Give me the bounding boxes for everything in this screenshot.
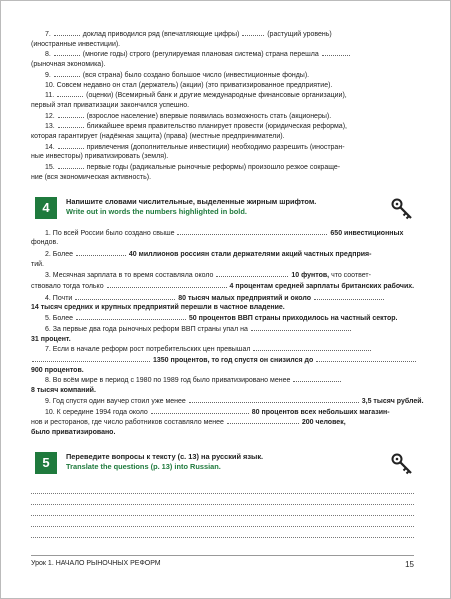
list-item: 5. Более 50 процентов ВВП страны приходилось на частный сектор. bbox=[45, 315, 398, 323]
exercise-number: 5 bbox=[35, 452, 57, 474]
list-item: фондов. bbox=[31, 239, 59, 247]
list-item: 10. К середине 1994 года около 80 процентов всех небольших магазин- bbox=[45, 408, 390, 416]
list-item: 7. Если в начале реформ рост потребительских цен превышал bbox=[31, 344, 414, 355]
list-item: тий. bbox=[31, 260, 44, 268]
list-item: было приватизировано. bbox=[31, 428, 116, 436]
list-item: 14 тысяч средних и крупных предприятий перешли в частное владение. bbox=[31, 304, 285, 312]
list-item: ные инвесторы) приватизировать (земля). bbox=[31, 153, 169, 161]
list-item: 2. Более 40 миллионов россиян стали держателями акций частных предприя- bbox=[45, 250, 372, 258]
answer-line[interactable] bbox=[31, 494, 414, 505]
list-item: 1350 процентов, то год спустя он снизился до bbox=[31, 355, 414, 366]
footer-lesson-title: Урок 1. НАЧАЛО РЫНОЧНЫХ РЕФОРМ bbox=[31, 560, 161, 567]
list-item: 12. (взрослое население) впервые появилась возможность стать (акционеры). bbox=[45, 112, 332, 120]
answer-line[interactable] bbox=[31, 516, 414, 527]
page-number: 15 bbox=[405, 560, 414, 569]
key-icon bbox=[390, 197, 414, 221]
list-item: 31 процент. bbox=[31, 335, 71, 343]
exercise-title-ru: Напишите словами числительные, выделенные жирным шрифтом. bbox=[66, 196, 317, 206]
key-icon bbox=[390, 452, 414, 476]
list-item: 15. первые годы (радикальные рыночные реформы) произошло резкое сокраще- bbox=[45, 164, 341, 172]
list-item: 8. (многие годы) строго (регулируемая плановая система) страна перешла bbox=[31, 49, 414, 60]
answer-line[interactable] bbox=[31, 527, 414, 538]
list-item: ствовало тогда только 4 процентам средней зарплаты британских рабочих. bbox=[31, 283, 415, 291]
list-item: ние (вся экономическая активность). bbox=[31, 173, 152, 181]
list-item: (иностранные инвестиции). bbox=[31, 40, 121, 48]
list-item: нов и ресторанов, где число работников составляло менее 200 человек, bbox=[31, 419, 346, 427]
list-item: 7. доклад приводился ряд (впечатляющие цифры) (растущий уровень) bbox=[45, 31, 332, 38]
list-item: (рыночная экономика). bbox=[31, 61, 106, 69]
list-item: 8. Во всём мире в период с 1980 по 1989 год было приватизировано менее bbox=[31, 375, 414, 386]
list-item: 900 процентов. bbox=[31, 366, 84, 374]
list-item: 3. Месячная зарплата в то время составляла около 10 фунтов, что соответ- bbox=[45, 272, 371, 280]
page-content bbox=[31, 29, 424, 538]
list-item: 9. Год спустя один ваучер стоил уже менее 3,5 тысяч рублей. bbox=[45, 397, 424, 405]
exercise-4-header bbox=[31, 197, 414, 221]
answer-line[interactable] bbox=[31, 483, 414, 494]
list-item: 8 тысяч компаний. bbox=[31, 387, 96, 395]
answer-line[interactable] bbox=[31, 505, 414, 516]
list-item: 4. Почти 80 тысяч малых предприятий и около bbox=[31, 293, 414, 304]
list-item: которая гарантирует (надёжная защита) (права) (местные предприниматели). bbox=[31, 133, 285, 141]
exercise-number: 4 bbox=[35, 197, 57, 219]
page-footer bbox=[31, 555, 414, 569]
list-item: 1. По всей России было создано свыше 650 инвестиционных bbox=[45, 229, 404, 237]
list-item: 11. (оценки) (Всемирный банк и другие международные финансовые организации), bbox=[45, 92, 347, 100]
list-item: 10. Совсем недавно он стал (держатель) (акции) (это приватизированное предприятие). bbox=[45, 81, 333, 89]
list-item: первый этап приватизации закончился успешно. bbox=[31, 101, 190, 109]
list-item: 13. ближайшее время правительство планирует провести (юридическая реформа), bbox=[45, 123, 347, 131]
list-item: 14. привлечения (дополнительные инвестиции) необходимо разрешить (иностран- bbox=[45, 143, 345, 151]
exercise-title-ru: Переведите вопросы к тексту (с. 13) на русский язык. bbox=[66, 451, 264, 461]
exercise-title-en: Translate the questions (p. 13) into Russian. bbox=[66, 461, 221, 471]
exercise-5-header bbox=[31, 452, 414, 476]
exercise-title-en: Write out in words the numbers highlighted in bold. bbox=[66, 206, 247, 216]
list-item: 6. За первые два года рыночных реформ ВВП страны упал на bbox=[31, 324, 414, 335]
list-item: 9. (вся страна) было создано большое число (инвестиционные фонды). bbox=[45, 71, 310, 79]
